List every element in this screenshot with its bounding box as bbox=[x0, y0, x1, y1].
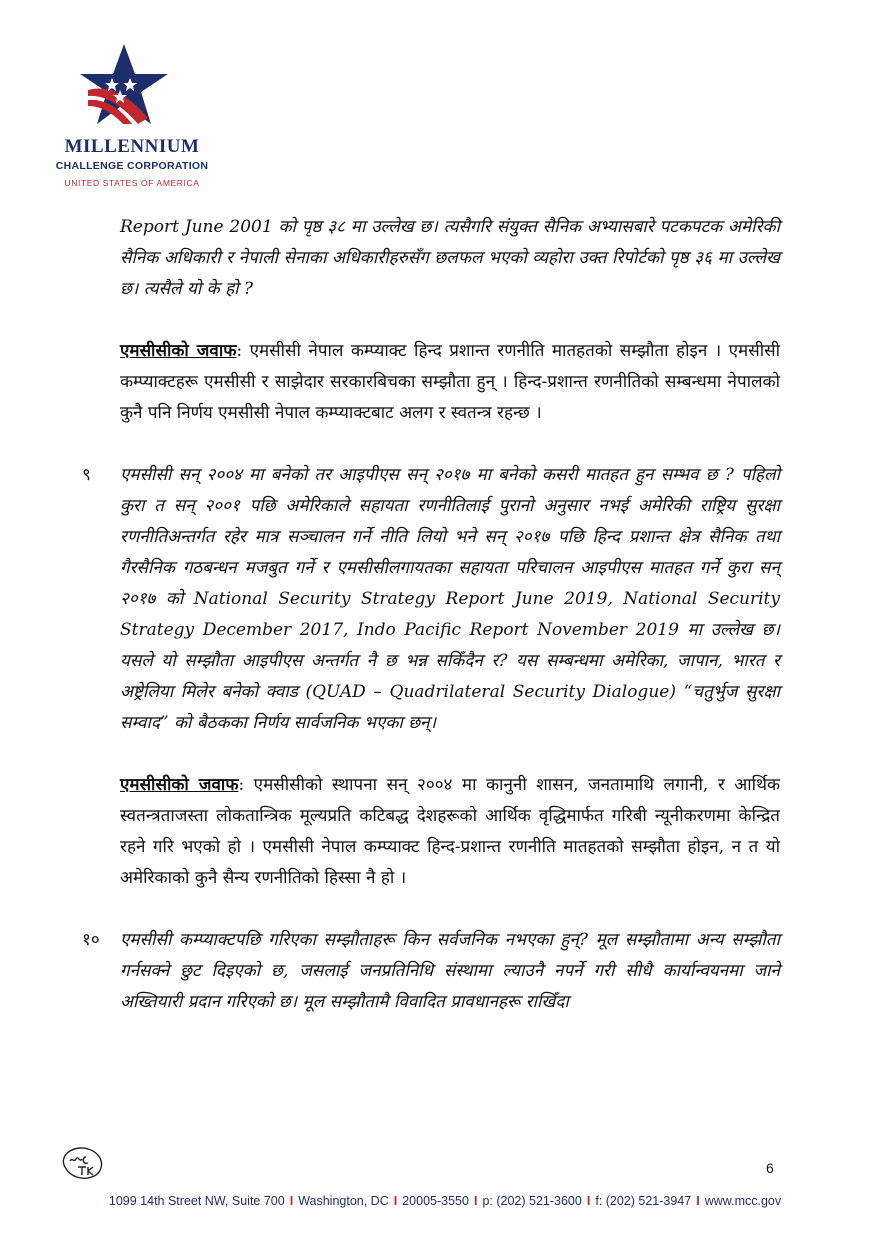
question-text: एमसीसी कम्प्याक्टपछि गरिएका सम्झौताहरू किन सर्वजनिक नभएका हुन्? मूल सम्झौतामा अन्य सम्झौता गर्नसक्ने छुट दिइएको छ, जसलाई जनप्रतिनिधि संस्थामा ल्याउनै नपर्ने गरी सीधै कार्यान्वयनमा जाने अख्तियारी प्रदान गरिएको छ। मूल सम्झौतामै विवादित प्रावधानहरू राखिँदा bbox=[120, 930, 780, 1012]
question-block bbox=[82, 925, 780, 1018]
footer-fax: f: (202) 521-3947 bbox=[595, 1194, 692, 1208]
answer-label: एमसीसीको जवाफ bbox=[120, 341, 237, 361]
footer-zip: 20005-3550 bbox=[402, 1194, 469, 1208]
document-body bbox=[82, 212, 780, 1018]
mcc-logo bbox=[52, 44, 212, 192]
footer-address: 1099 14th Street NW, Suite 700 I Washington, DC I 20005-3550 I p: (202) 521-3600 I f: (202) 521-3947 I www.mcc.gov bbox=[108, 1194, 782, 1208]
logo-title: MILLENNIUM bbox=[64, 136, 200, 157]
logo-country: UNITED STATES OF AMERICA bbox=[64, 178, 200, 188]
answer-text: : एमसीसी नेपाल कम्प्याक्ट हिन्द प्रशान्त रणनीति मातहतको सम्झौता होइन । एमसीसी कम्प्याक्टहरू एमसीसी र साझेदार सरकारबिचका सम्झौता हुन् । हिन्द-प्रशान्त रणनीतिको सम्बन्धमा नेपालको कुनै पनि निर्णय एमसीसी नेपाल कम्प्याक्टबाट अलग र स्वतन्त्र रहन्छ । bbox=[120, 341, 780, 423]
initials-signature bbox=[56, 1143, 116, 1183]
footer-street: 1099 14th Street NW, Suite 700 bbox=[108, 1194, 285, 1208]
question-text: एमसीसी सन् २००४ मा बनेको तर आइपीएस सन् २०१७ मा बनेको कसरी मातहत हुन सम्भव छ ? पहिलो कुरा त सन् २००१ पछि अमेरिकाले सहायता रणनीतिलाई पुरानो अनुसार नभई अमेरिकी राष्ट्रिय सुरक्षा रणनीतिअन्तर्गत रहेर मात्र सञ्चालन गर्ने नीति लियो भने सन् २०१७ पछि हिन्द प्रशान्त क्षेत्र सैनिक तथा गैरसैनिक गठबन्धन मजबुत गर्ने र एमसीसीलगायतका सहायता परिचालन आइपीएस मातहत गर्ने कुरा सन् २०१७ को National Security Strategy Report June 2019, National Security Strategy December 2017, Indo Pacific Report November 2019 मा उल्लेख छ। यसले यो सम्झौता आइपीएस अन्तर्गत नै छ भन्न सकिँदैन र? यस सम्बन्धमा अमेरिका, जापान, भारत र अष्ट्रेलिया मिलेर बनेको क्वाड (QUAD – Quadrilateral Security Dialogue) “चतुर्भुज सुरक्षा सम्वाद” को बैठकका निर्णय सार्वजनिक भएका छन्। bbox=[120, 465, 780, 733]
footer-website-link[interactable]: www.mcc.gov bbox=[704, 1194, 782, 1208]
question-block bbox=[82, 460, 780, 739]
question-number: ९ bbox=[82, 465, 91, 485]
answer-paragraph bbox=[120, 336, 780, 429]
question-number: १० bbox=[82, 930, 100, 950]
footer-city: Washington, DC bbox=[298, 1194, 389, 1208]
page-number: 6 bbox=[766, 1160, 774, 1176]
logo-subtitle: CHALLENGE CORPORATION bbox=[55, 160, 209, 172]
star-flag-emblem-icon bbox=[78, 44, 170, 126]
answer-text: : एमसीसीको स्थापना सन् २००४ मा कानुनी शासन, जनतामाथि लगानी, र आर्थिक स्वतन्त्रताजस्ता लोकतान्त्रिक मूल्यप्रति कटिबद्ध देशहरूको आर्थिक वृद्धिमार्फत गरिबी न्यूनीकरणमा केन्द्रित रहने गरि भएको हो । एमसीसी नेपाल कम्प्याक्ट हिन्द-प्रशान्त रणनीति मातहतको सम्झौता होइन, न त यो अमेरिकाको कुनै सैन्य रणनीतिको हिस्सा नै हो । bbox=[120, 775, 780, 888]
question-continuation: Report June 2001 को पृष्ठ ३८ मा उल्लेख छ। त्यसैगरि संयुक्त सैनिक अभ्यासबारे पटकपटक अमेरिकी सैनिक अधिकारी र नेपाली सेनाका अधिकारीहरुसँग छलफल भएको व्यहोरा उक्त रिपोर्टको पृष्ठ ३६ मा उल्लेख छ। त्यसैले यो के हो ? bbox=[120, 217, 780, 299]
answer-paragraph bbox=[120, 770, 780, 894]
answer-label: एमसीसीको जवाफ bbox=[120, 775, 239, 795]
signature-icon bbox=[56, 1143, 116, 1183]
footer-phone: p: (202) 521-3600 bbox=[482, 1194, 582, 1208]
